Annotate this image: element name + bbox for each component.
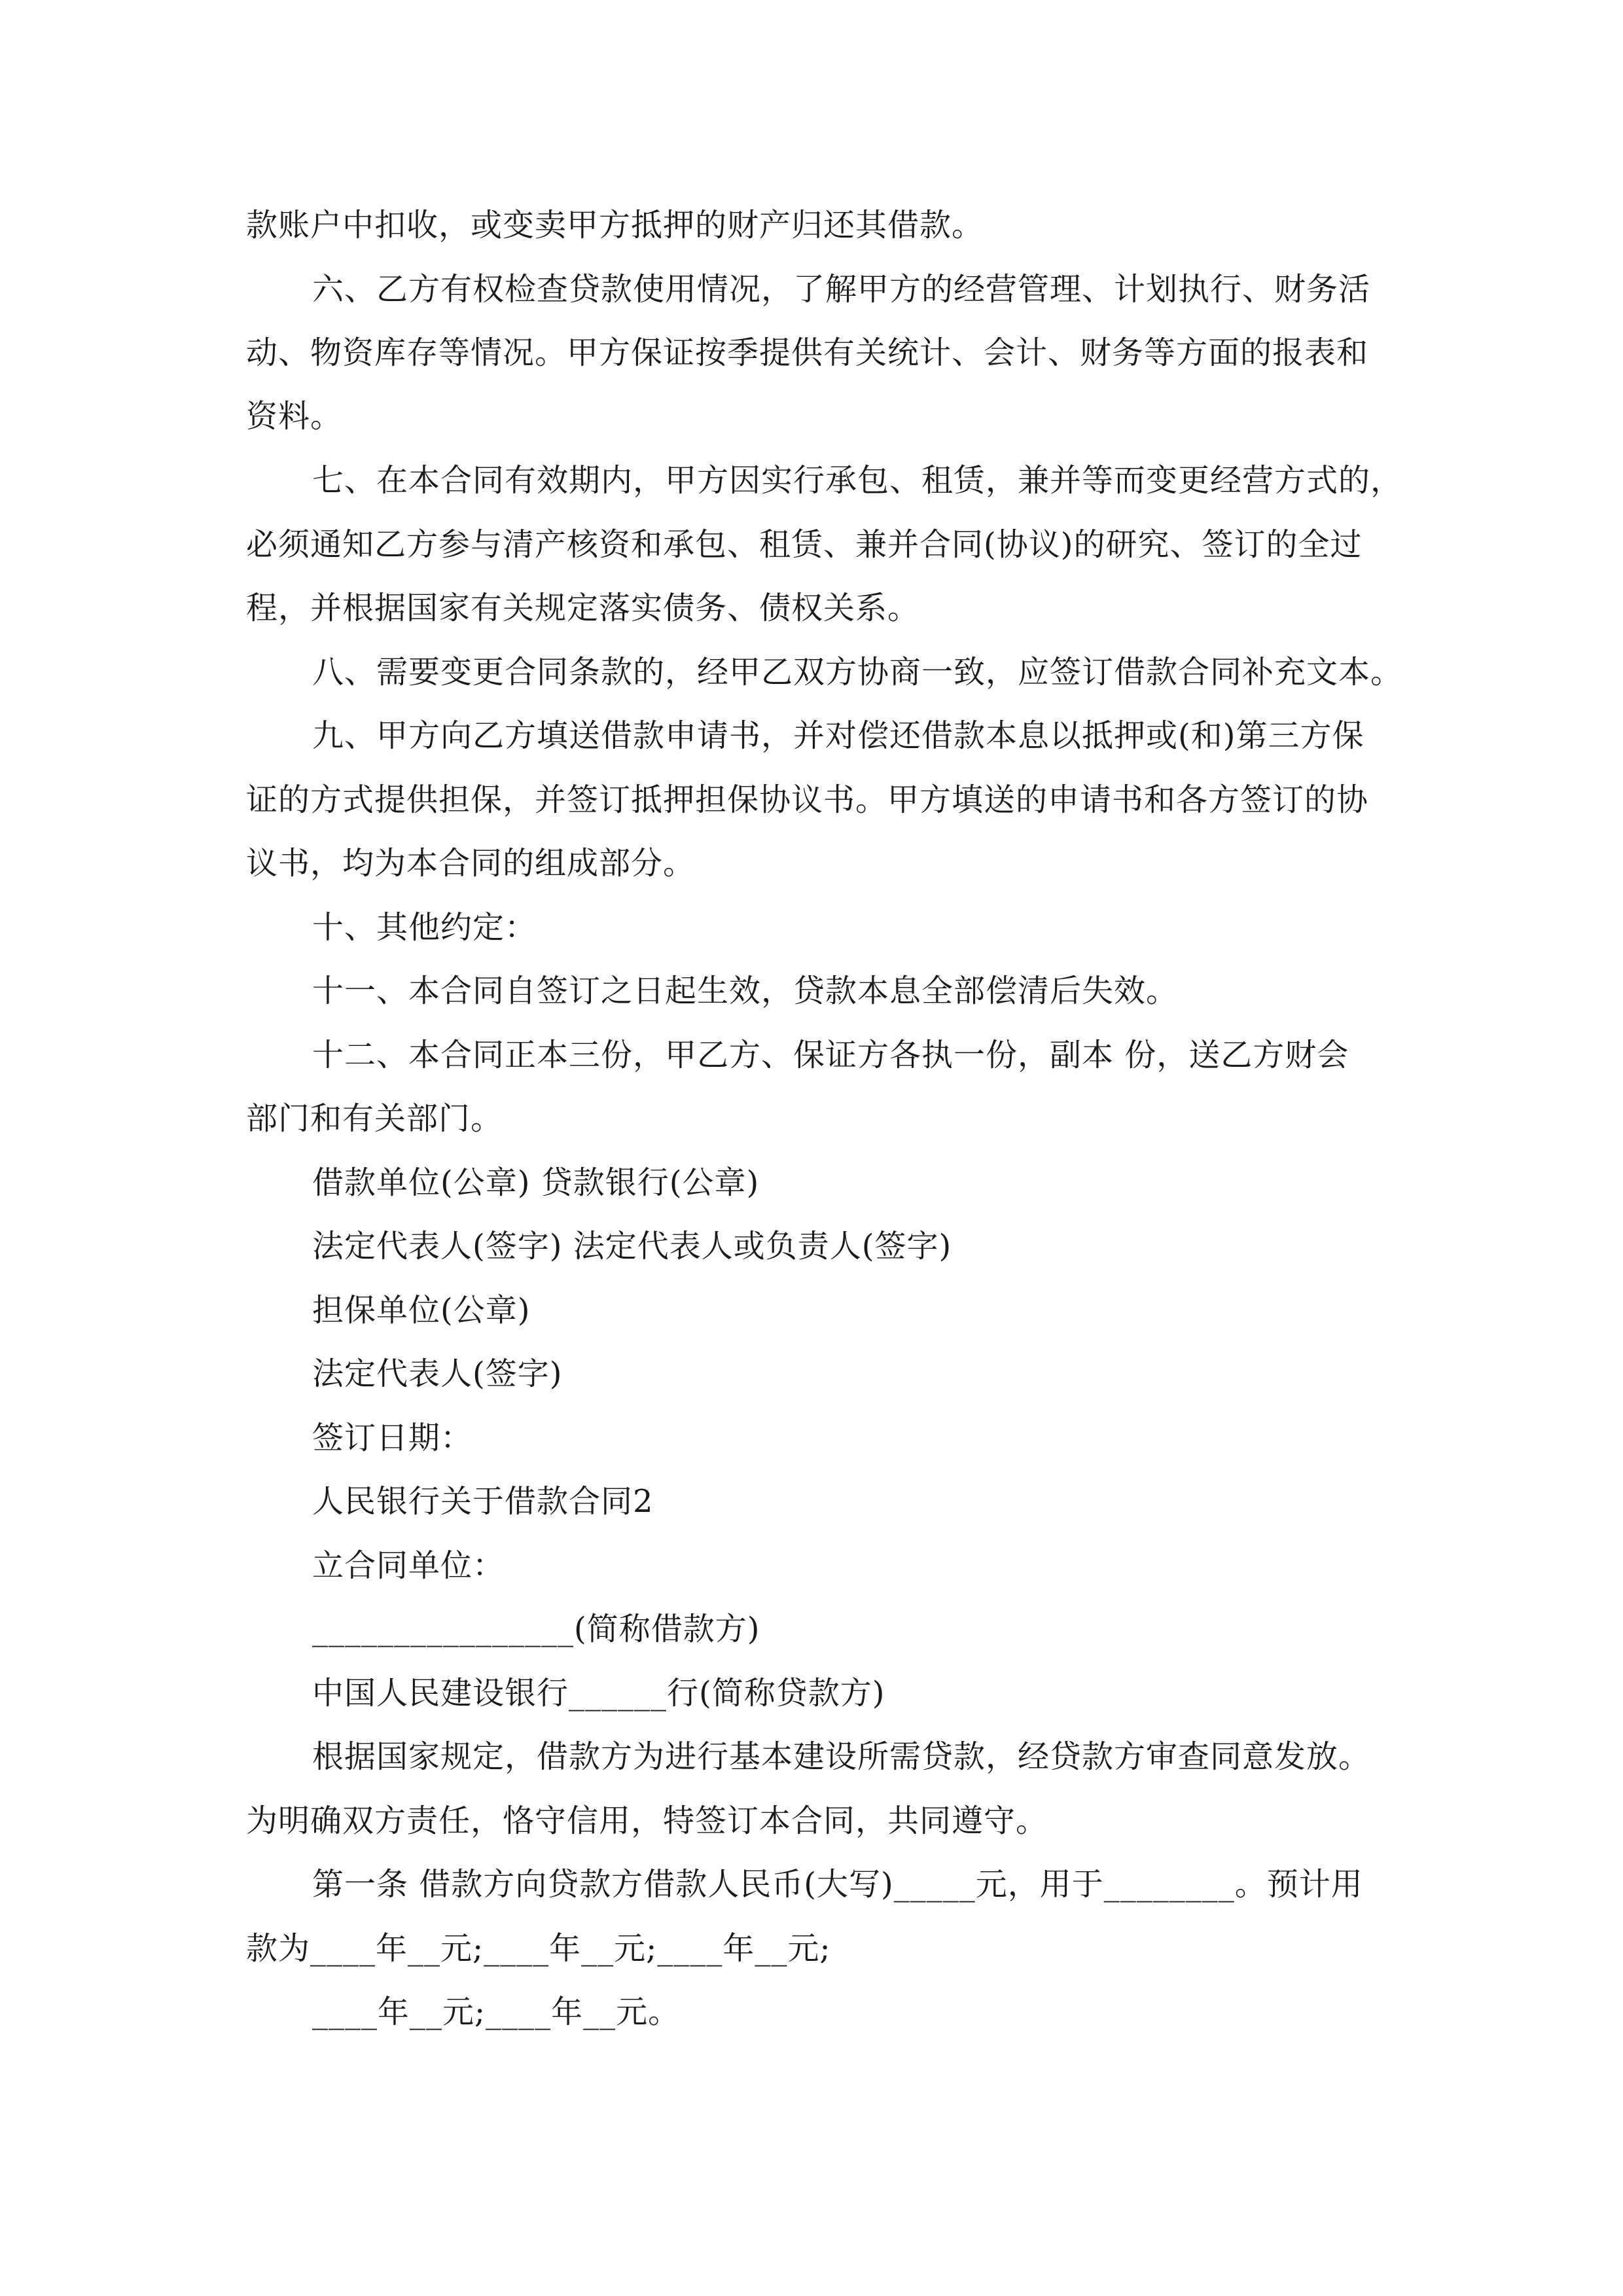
text-line: 资料。 — [246, 398, 343, 435]
text-line: 十、其他约定： — [312, 909, 537, 946]
text-line: 部门和有关部门。 — [246, 1100, 503, 1137]
text-line: 立合同单位： — [312, 1547, 505, 1584]
text-line: 六、乙方有权检查贷款使用情况，了解甲方的经营管理、计划执行、财务活 — [312, 271, 1371, 308]
text-line: 动、物资库存等情况。甲方保证按季提供有关统计、会计、财务等方面的报表和 — [246, 334, 1369, 371]
text-line: 七、在本合同有效期内，甲方因实行承包、租赁，兼并等而变更经营方式的， — [312, 462, 1403, 499]
text-line: ________________(简称借款方) — [312, 1611, 760, 1647]
text-line: 九、甲方向乙方填送借款申请书，并对偿还借款本息以抵押或(和)第三方保 — [312, 717, 1364, 754]
text-line: 借款单位(公章) 贷款银行(公章) — [312, 1164, 760, 1201]
text-line: 款为____年__元;____年__元;____年__元; — [246, 1930, 831, 1967]
text-line: 担保单位(公章) — [312, 1292, 531, 1329]
text-line: 议书，均为本合同的组成部分。 — [246, 845, 696, 882]
text-line: 为明确双方责任，恪守信用，特签订本合同，共同遵守。 — [246, 1803, 1048, 1839]
text-line: 证的方式提供担保，并签订抵押担保协议书。甲方填送的申请书和各方签订的协 — [246, 781, 1369, 818]
text-line: 款账户中扣收，或变卖甲方抵押的财产归还其借款。 — [246, 207, 984, 243]
text-line: 法定代表人(签字) — [312, 1355, 563, 1392]
text-line: 第一条 借款方向贷款方借款人民币(大写)_____元，用于________。预计用 — [312, 1866, 1363, 1903]
text-line: 根据国家规定，借款方为进行基本建设所需贷款，经贷款方审查同意发放。 — [312, 1738, 1371, 1775]
text-line: 必须通知乙方参与清产核资和承包、租赁、兼并合同(协议)的研究、签订的全过 — [246, 526, 1363, 563]
text-line: 十一、本合同自签订之日起生效，贷款本息全部偿清后失效。 — [312, 973, 1179, 1009]
text-line: 程，并根据国家有关规定落实债务、债权关系。 — [246, 590, 920, 626]
text-line: 签订日期： — [312, 1420, 473, 1456]
text-line: 人民银行关于借款合同2 — [312, 1483, 654, 1520]
text-line: 十二、本合同正本三份，甲乙方、保证方各执一份，副本 份，送乙方财会 — [312, 1037, 1349, 1073]
text-line: 法定代表人(签字) 法定代表人或负责人(签字) — [312, 1228, 952, 1265]
text-line: 中国人民建设银行______行(简称贷款方) — [312, 1675, 885, 1712]
text-line: 八、需要变更合同条款的，经甲乙双方协商一致，应签订借款合同补充文本。 — [312, 654, 1403, 691]
text-line: ____年__元;____年__元。 — [312, 1994, 681, 2030]
